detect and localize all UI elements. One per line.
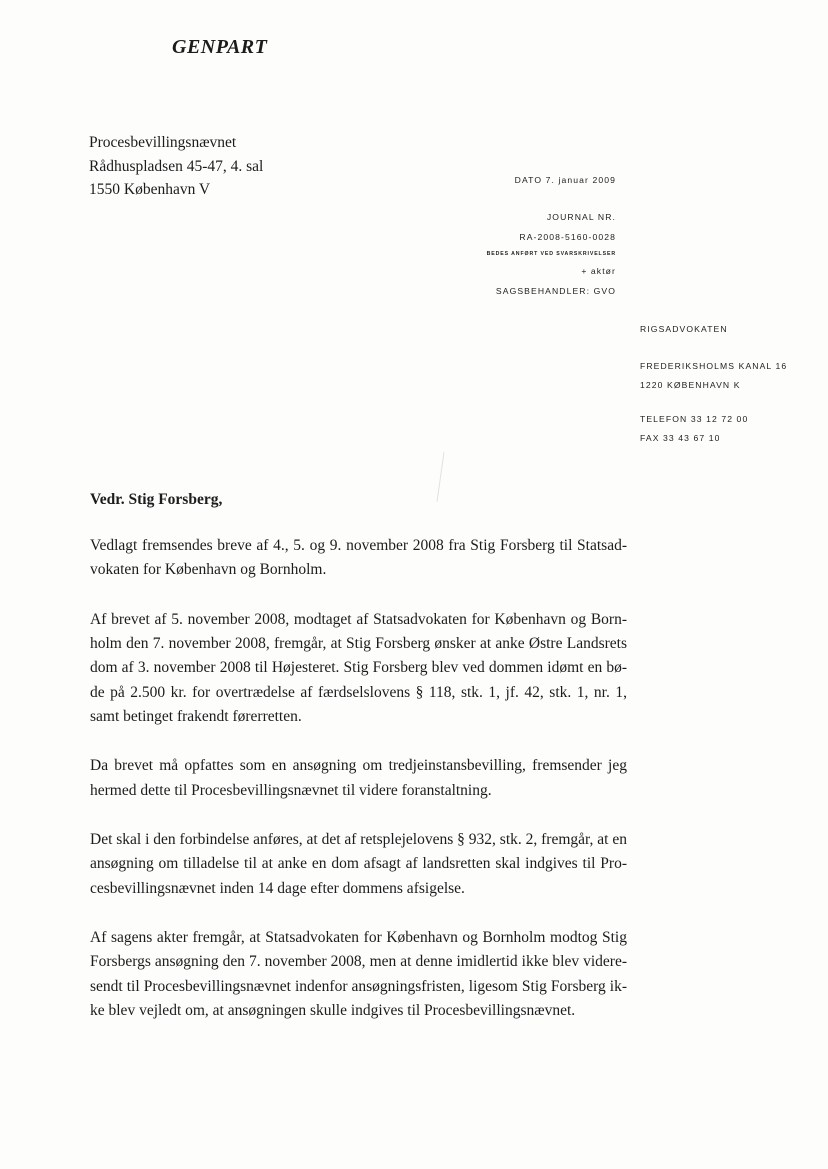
recipient-name: Procesbevillingsnævnet [89,134,237,151]
sender-city: 1220 KØBENHAVN K [640,380,741,390]
letter-body [90,534,627,1048]
paragraph: Af brevet af 5. november 2008, modtaget af Statsadvokaten for København og Born-holm den 7. november 2008, fremgår, at Stig Forsberg ønsker at anke Østre Landsrets dom af 3. november 2008 til Højesteret. Stig Forsberg blev ved dommen idømt en bø-de på 2.500 kr. for overtrædelse af færdselslovens § 118, stk. 1, jf. 42, stk. 1, nr. 1, samt betinget frakendt førerretten. [90,610,627,726]
letter-metadata [487,175,616,296]
sender-block [640,320,787,448]
letter-date: DATO 7. januar 2009 [514,175,616,185]
paragraph: Da brevet må opfattes som en ansøgning om tredjeinstansbevilling, fremsender jeg hermed dette til Procesbevillingsnævnet til videre foranstaltning. [90,757,627,799]
recipient-address [89,131,263,202]
paragraph: Det skal i den forbindelse anføres, at det af retsplejelovens § 932, stk. 2, fremgår, at en ansøgning om tilladelse til at anke en dom afsagt af landsretten skal indgives til Pro-cesbevillingsnævnet inden 14 dage efter dommens afsigelse. [90,831,627,897]
sender-name: RIGSADVOKATEN [640,324,728,334]
scan-mark [437,452,445,502]
reference-note: BEDES ANFØRT VED SVARSKRIVELSER [486,251,616,257]
paragraph: Vedlagt fremsendes breve af 4., 5. og 9. november 2008 fra Stig Forsberg til Statsad-vokaten for København og Bornholm. [90,537,627,579]
paragraph: Af sagens akter fremgår, at Statsadvokaten for København og Bornholm modtog Stig Forsbergs ansøgning den 7. november 2008, men at denne imidlertid ikke blev videre-sendt til Procesbevillingsnævnet indenfor ansøgningsfristen, ligesom Stig Forsberg ik-ke blev vejledt om, at ansøgningen skulle indgives til Procesbevillingsnævnet. [90,929,627,1020]
case-officer: SAGSBEHANDLER: GVO [495,286,616,296]
recipient-street: Rådhuspladsen 45-47, 4. sal [89,157,264,175]
copy-stamp: GENPART [172,36,268,58]
sender-street: FREDERIKSHOLMS KANAL 16 [640,361,788,371]
journal-number: RA-2008-5160-0028 [519,232,616,242]
sender-phone: TELEFON 33 12 72 00 [640,414,749,424]
attachments-note: + aktør [581,266,616,276]
sender-fax: FAX 33 43 67 10 [640,433,721,443]
journal-label: JOURNAL NR. [546,212,616,222]
recipient-city: 1550 København V [89,181,211,198]
letter-subject: Vedr. Stig Forsberg, [90,491,223,508]
